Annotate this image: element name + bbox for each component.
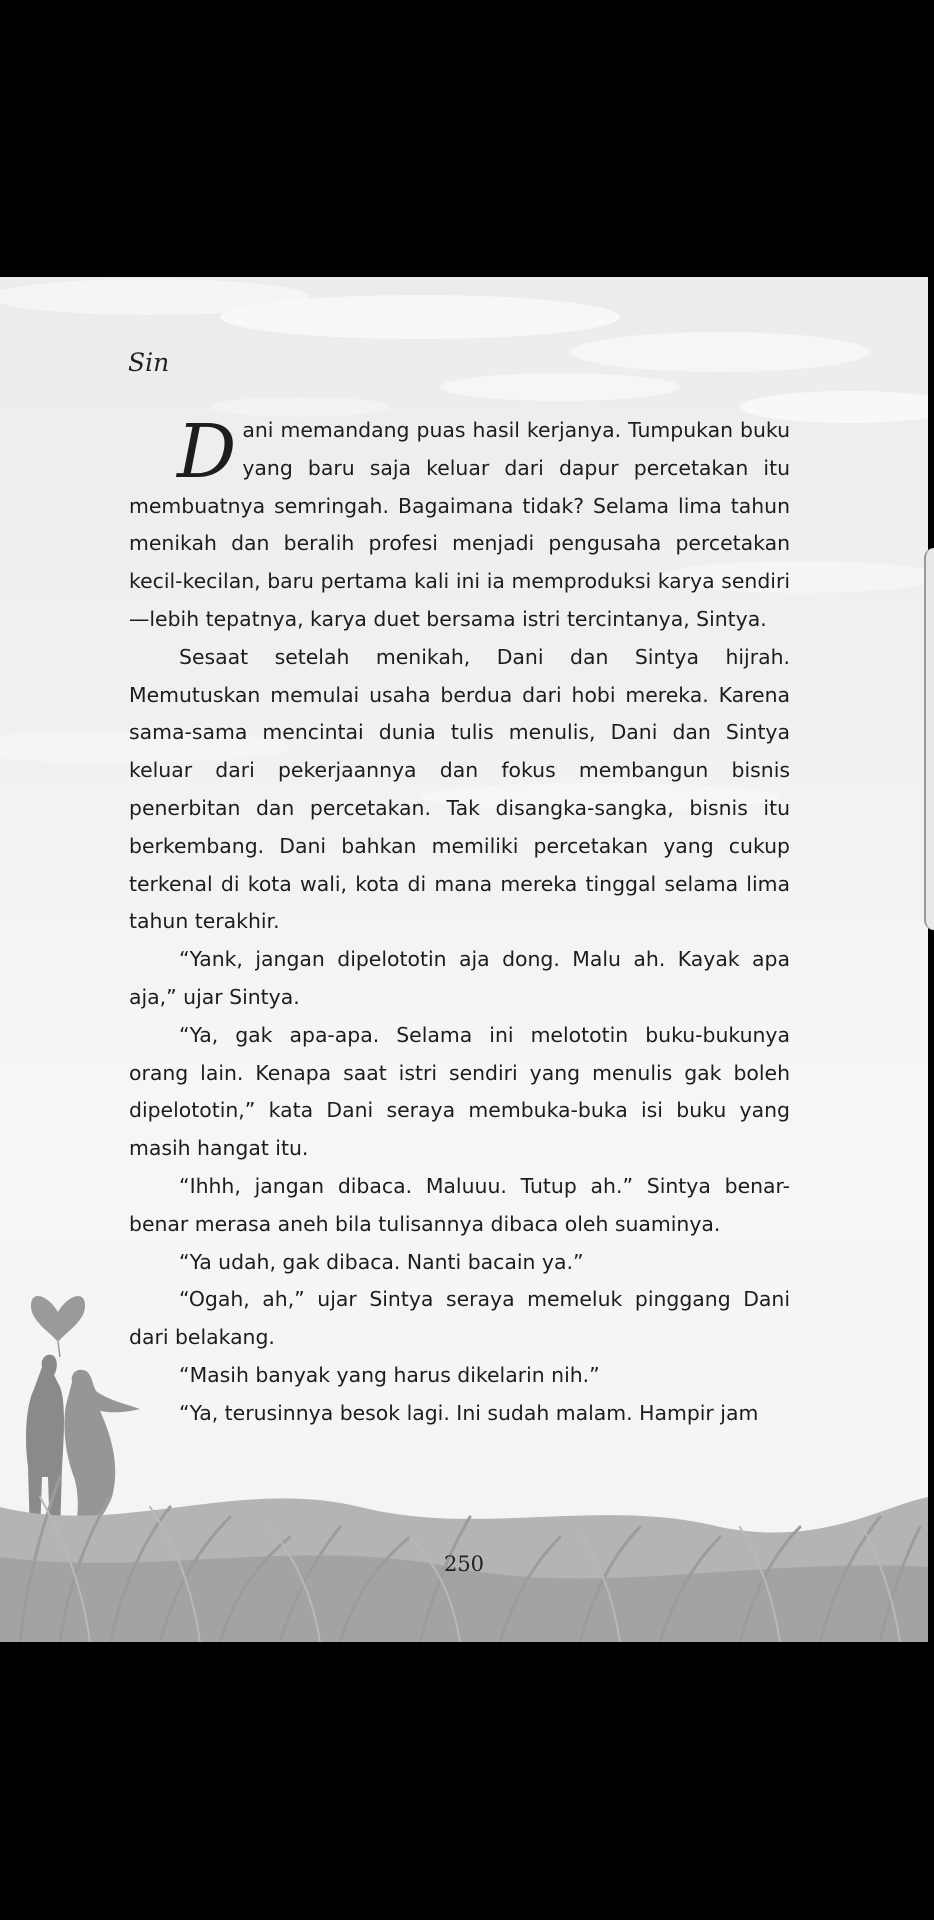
paragraph-1 bbox=[129, 409, 790, 639]
bottom-black-bar bbox=[0, 1642, 934, 1920]
paragraph-6: “Ya udah, gak dibaca. Nanti bacain ya.” bbox=[179, 1249, 584, 1274]
paragraph-4: “Ya, gak apa-apa. Selama ini melototin buku-bukunya orang lain. Kenapa saat istri sendiri yang menulis gak boleh dipelototin,” kata Dani seraya membuka-buka isi buku yang masih hangat itu. bbox=[129, 1022, 790, 1161]
top-black-bar bbox=[0, 0, 934, 277]
page-number: 250 bbox=[443, 1552, 485, 1576]
paragraph-8: “Masih banyak yang harus dikelarin nih.” bbox=[179, 1362, 600, 1387]
drop-cap: D bbox=[177, 409, 237, 495]
running-header-title: Sin bbox=[128, 348, 170, 377]
book-page[interactable] bbox=[0, 277, 928, 1642]
paragraph-2: Sesaat setelah menikah, Dani dan Sintya hijrah. Memutuskan memulai usaha berdua dari hobi mereka. Karena sama-sama mencintai dunia tulis menulis, Dani dan Sintya keluar dari pekerjaannya dan fokus membangun bisnis penerbitan dan percetakan. Tak disangka-sangka, bisnis itu berkembang. Dani bahkan memiliki percetakan yang cukup terkenal di kota wali, kota di mana mereka tinggal selama lima tahun terakhir. bbox=[129, 644, 790, 934]
paragraph-3: “Yank, jangan dipelototin aja dong. Malu ah. Kayak apa aja,” ujar Sintya. bbox=[129, 947, 790, 1009]
paragraph-5: “Ihhh, jangan dibaca. Maluuu. Tutup ah.” Sintya benar-benar merasa aneh bila tulisannya dibaca oleh suaminya. bbox=[129, 1173, 790, 1236]
heart-icon bbox=[31, 1296, 85, 1342]
paragraph-9: “Ya, terusinnya besok lagi. Ini sudah malam. Hampir jam bbox=[179, 1400, 759, 1425]
paragraph-7: “Ogah, ah,” ujar Sintya seraya memeluk pinggang Dani dari belakang. bbox=[129, 1287, 790, 1350]
edge-panel-handle[interactable] bbox=[924, 548, 934, 930]
paragraph-1-text: ani memandang puas hasil kerjanya. Tumpukan buku yang baru saja keluar dari dapur percetakan itu membuatnya semringah. Bagaimana tidak? Selama lima tahun menikah dan beralih profesi menjadi pengusaha percetakan kecil-kecilan, baru pertama kali ini ia memproduksi karya sendiri—lebih tepatnya, karya duet bersama istri tercintanya, Sintya. bbox=[129, 418, 790, 631]
